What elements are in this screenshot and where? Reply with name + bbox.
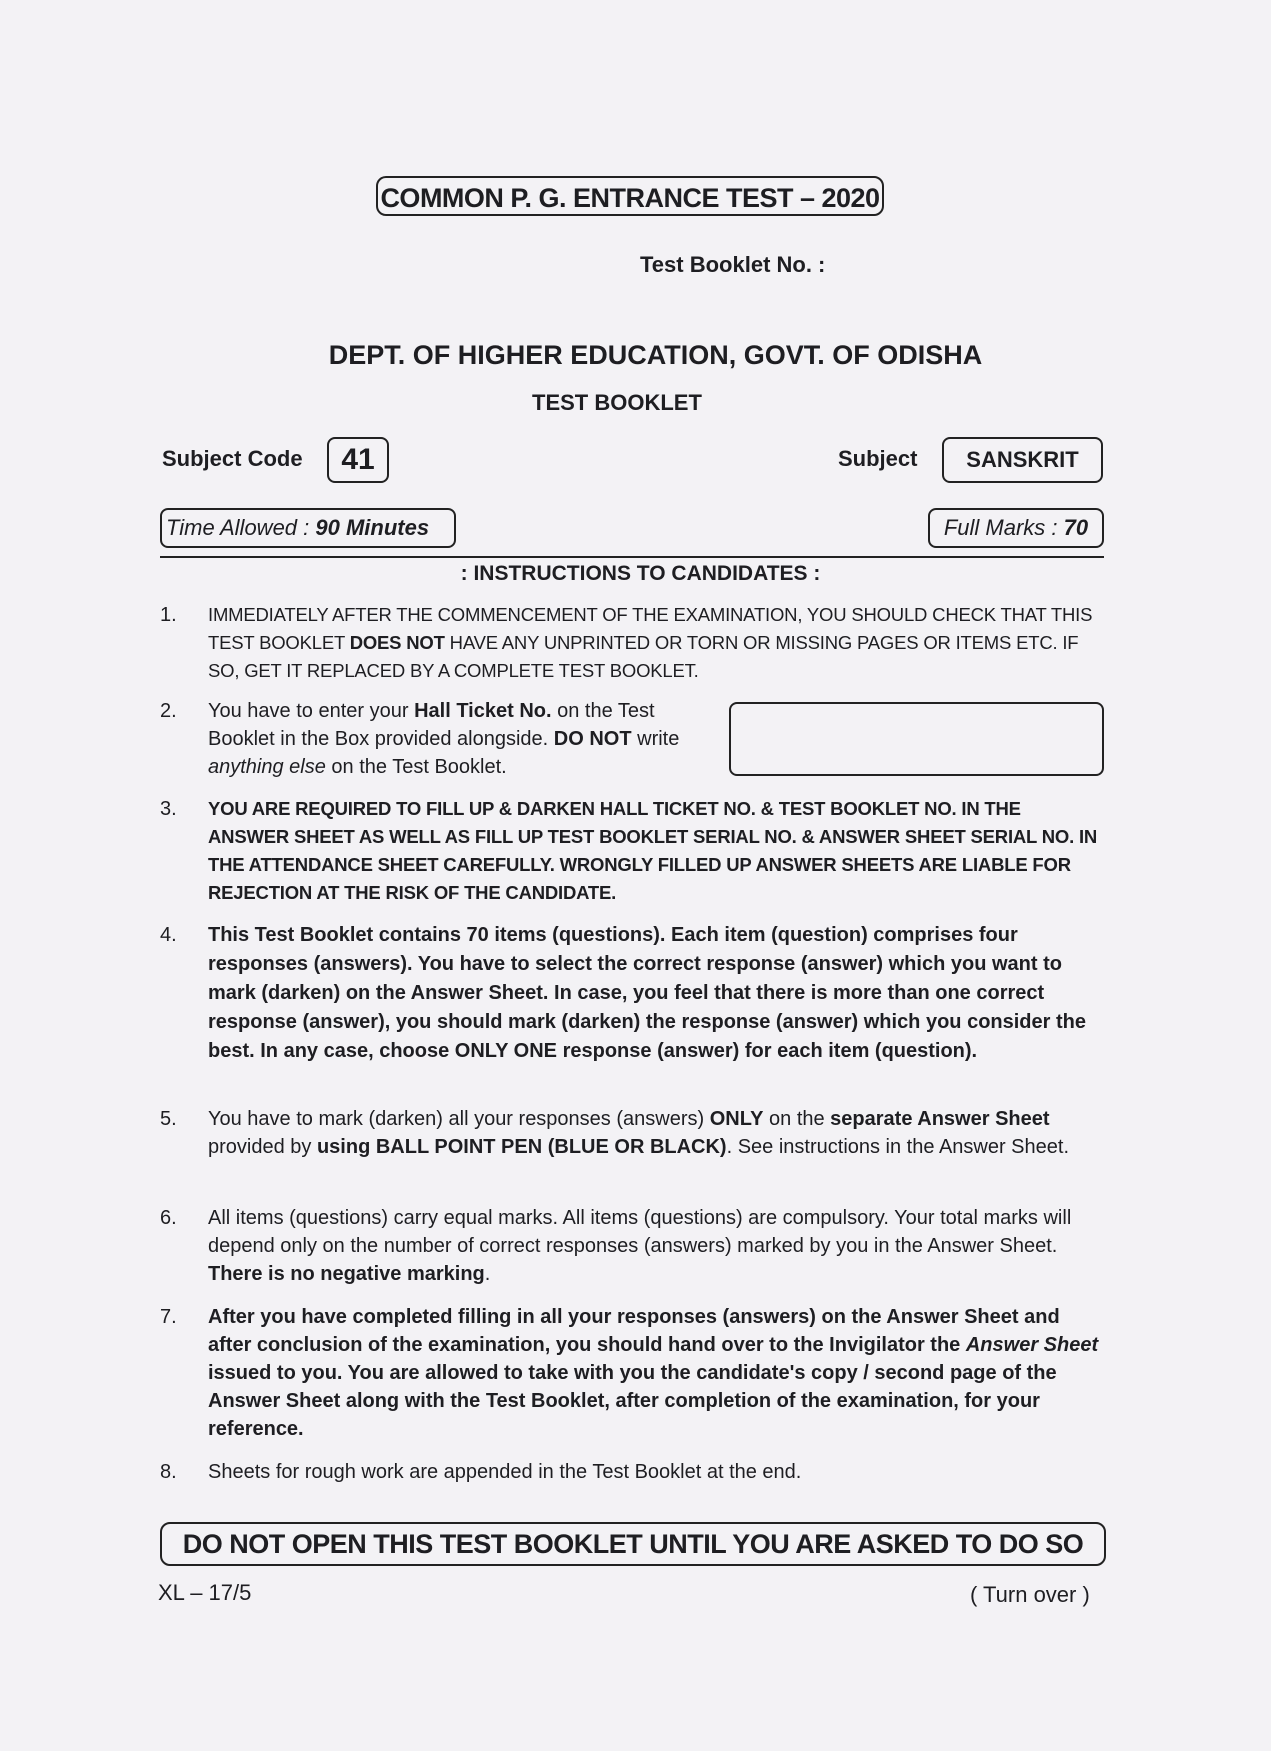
item-text: You have to enter your Hall Ticket No. on the Test Booklet in the Box provided alongside. DO NOT write anything else on the Test Booklet. [208, 700, 680, 778]
department-heading: DEPT. OF HIGHER EDUCATION, GOVT. OF ODISHA [328, 340, 983, 370]
time-label: Time Allowed : [166, 515, 310, 540]
instruction-item [160, 1303, 1104, 1443]
instruction-item [160, 1105, 1104, 1161]
item-text: YOU ARE REQUIRED TO FILL UP & DARKEN HALL TICKET NO. & TEST BOOKLET NO. IN THE ANSWER SHEET AS WELL AS FILL UP TEST BOOKLET SERIAL NO. & ANSWER SHEET SERIAL NO. IN THE ATTENDANCE SHEET CAREFULLY. WRONGLY FILLED UP ANSWER SHEETS ARE LIABLE FOR REJECTION AT THE RISK OF THE CANDIDATE. [208, 798, 1098, 903]
subject-code-label: Subject Code [162, 446, 303, 471]
item-number: 4. [160, 924, 177, 946]
item-number: 6. [160, 1207, 177, 1229]
instruction-item [160, 601, 1104, 685]
booklet-heading: TEST BOOKLET [532, 390, 702, 415]
instruction-item [160, 795, 1104, 907]
item-number: 2. [160, 700, 177, 722]
item-text: After you have completed filling in all your responses (answers) on the Answer Sheet and after conclusion of the examination, you should hand over to the Invigilator the Answer Sheet issued to you. You are allowed to take with you the candidate's copy / second page of the Answer Sheet along with the Test Booklet, after completion of the examination, for your reference. [208, 1306, 1099, 1440]
item-number: 5. [160, 1108, 177, 1130]
marks-value: 70 [1063, 515, 1089, 540]
divider [160, 556, 1104, 558]
marks-label: Full Marks : [943, 515, 1058, 540]
test-booklet-no-label: Test Booklet No. : [640, 252, 826, 277]
item-text: IMMEDIATELY AFTER THE COMMENCEMENT OF THE EXAMINATION, YOU SHOULD CHECK THAT THIS TEST BOOKLET DOES NOT HAVE ANY UNPRINTED OR TORN OR MISSING PAGES OR ITEMS ETC. IF SO, GET IT REPLACED BY A COMPLETE TEST BOOKLET. [208, 604, 1093, 681]
item-number: 1. [160, 604, 177, 626]
subject-code-box: 41 [327, 437, 389, 483]
instruction-item [160, 921, 1104, 1066]
subject-label: Subject [838, 446, 918, 471]
instruction-item [160, 1204, 1104, 1288]
item-text: All items (questions) carry equal marks. All items (questions) are compulsory. Your total marks will depend only on the number of correct responses (answers) marked by you in the Answer Sheet. There is no negative marking. [208, 1207, 1072, 1285]
subject-name-box: SANSKRIT [942, 437, 1103, 483]
do-not-open-warning: DO NOT OPEN THIS TEST BOOKLET UNTIL YOU ARE ASKED TO DO SO [160, 1522, 1106, 1566]
booklet-code: XL – 17/5 [158, 1580, 252, 1605]
item-text: This Test Booklet contains 70 items (questions). Each item (question) comprises four responses (answers). You have to select the correct response (answer) which you want to mark (darken) on the Answer Sheet. In case, you feel that there is more than one correct response (answer), you should mark (darken) the response (answer) which you consider the best. In any case, choose ONLY ONE response (answer) for each item (question). [208, 924, 1086, 1062]
instruction-item [160, 1458, 1104, 1486]
time-value: 90 Minutes [315, 515, 430, 540]
instruction-item [160, 697, 680, 781]
item-number: 8. [160, 1461, 177, 1483]
instructions-heading: : INSTRUCTIONS TO CANDIDATES : [460, 562, 821, 585]
item-text: You have to mark (darken) all your responses (answers) ONLY on the separate Answer Sheet provided by using BALL POINT PEN (BLUE OR BLACK). See instructions in the Answer Sheet. [208, 1108, 1070, 1158]
item-number: 3. [160, 798, 177, 820]
hall-ticket-no-box[interactable] [729, 702, 1104, 776]
item-text: Sheets for rough work are appended in the Test Booklet at the end. [208, 1461, 802, 1483]
exam-title: COMMON P. G. ENTRANCE TEST – 2020 [376, 176, 884, 216]
full-marks-box [928, 508, 1104, 548]
turn-over-label: ( Turn over ) [970, 1582, 1090, 1607]
item-number: 7. [160, 1306, 177, 1328]
time-allowed-box [160, 508, 456, 548]
